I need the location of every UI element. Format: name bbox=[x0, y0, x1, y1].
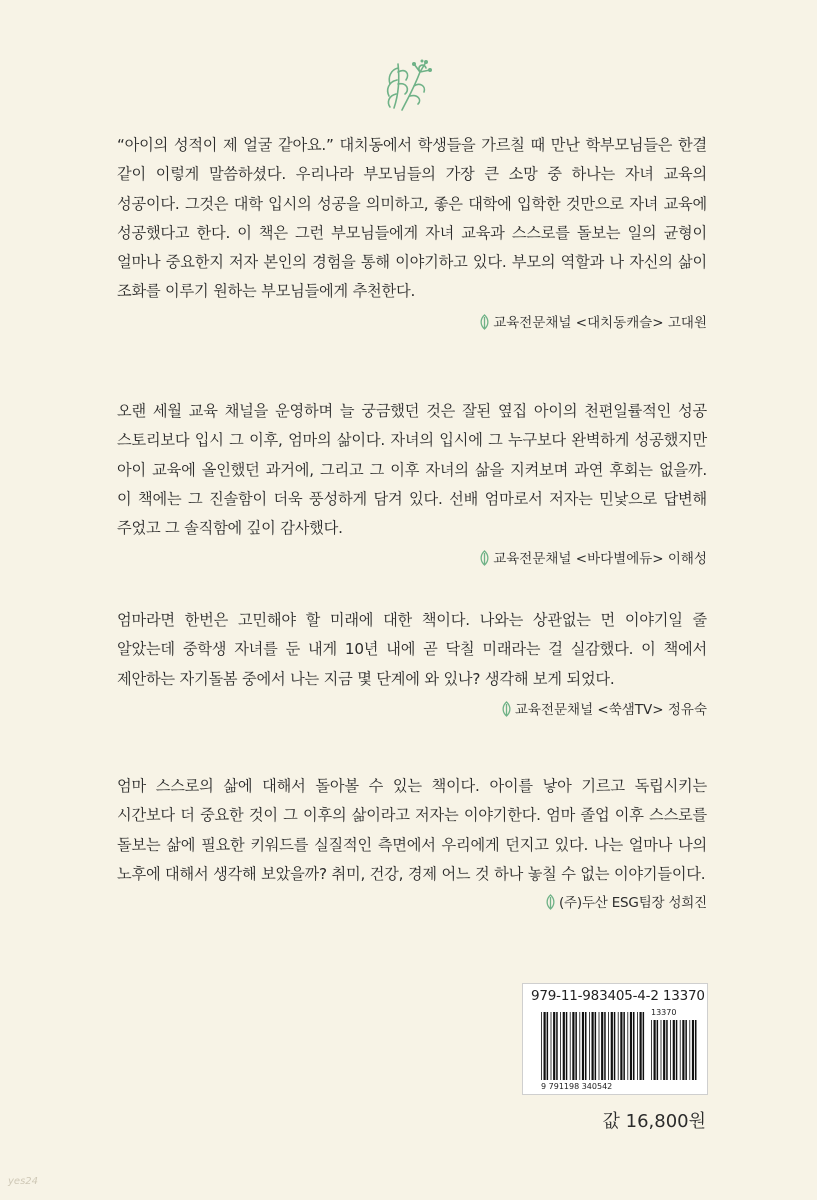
barcode-image bbox=[535, 1010, 700, 1092]
review-signature: 교육전문채널 <쑥샘TV> 정유숙 bbox=[117, 699, 707, 721]
barcode-digits: 9 791198 340542 bbox=[541, 1082, 613, 1091]
isbn-barcode-box bbox=[522, 983, 708, 1095]
review-signature: (주)두산 ESG팀장 성희진 bbox=[545, 889, 707, 918]
review-signature: 교육전문채널 <대치동캐슬> 고대원 bbox=[117, 312, 707, 334]
leaf-icon bbox=[501, 701, 512, 717]
review-text: 엄마 스스로의 삶에 대해서 돌아볼 수 있는 책이다. 아이를 낳아 기르고 독립시키는 시간보다 더 중요한 것이 그 이후의 삶이라고 저자는 이야기한다. 엄마 졸업 이후 스스로를 돌보는 삶에 필요한 키워드를 실질적인 측면에서 우리에게 던지고 있다. 나는 얼마나 나의 노후에 대해서 생각해 보았을까? 취미, 건강, 경제 어느 것 하나 놓칠 수 없는 이야기들이다. (주)두산 ESG팀장 성희진 bbox=[117, 772, 707, 889]
watermark: yes24 bbox=[8, 1176, 39, 1187]
leaf-icon bbox=[479, 314, 490, 330]
review-text: 엄마라면 한번은 고민해야 할 미래에 대한 책이다. 나와는 상관없는 먼 이야기일 줄 알았는데 중학생 자녀를 둔 내게 10년 내에 곧 닥칠 미래라는 걸 실감했다. 이 책에서 제안하는 자기돌봄 중에서 나는 지금 몇 단계에 와 있나? 생각해 보게 되었다. bbox=[117, 611, 707, 688]
price: 값 16,800원 bbox=[602, 1111, 706, 1132]
herb-sprig-icon bbox=[380, 58, 436, 112]
review-text: “아이의 성적이 제 얼굴 같아요.” 대치동에서 학생들을 가르칠 때 만난 학부모님들은 한결 같이 이렇게 말씀하셨다. 우리나라 부모님들의 가장 큰 소망 중 하나는 자녀 교육의 성공이다. 그것은 대학 입시의 성공을 의미하고, 좋은 대학에 입학한 것만으로 자녀 교육에 성공했다고 한다. 이 책은 그런 부모님들에게 자녀 교육과 스스로를 돌보는 일의 균형이 얼마나 중요한지 저자 본인의 경험을 통해 이야기하고 있다. 부모의 역할과 나 자신의 삶이 조화를 이루기 원하는 부모님들에게 추천한다. bbox=[117, 136, 707, 301]
leaf-icon bbox=[545, 894, 556, 910]
barcode-addon: 13370 bbox=[651, 1008, 677, 1017]
review-signature: 교육전문채널 <바다별에듀> 이해성 bbox=[117, 548, 707, 570]
review-2 bbox=[117, 397, 707, 570]
review-3 bbox=[117, 606, 707, 721]
review-4 bbox=[117, 772, 707, 918]
isbn-number: 979-11-983405-4-2 13370 bbox=[531, 988, 705, 1004]
leaf-icon bbox=[479, 550, 490, 566]
review-1 bbox=[117, 131, 707, 334]
review-text: 오랜 세월 교육 채널을 운영하며 늘 궁금했던 것은 잘된 옆집 아이의 천편일률적인 성공 스토리보다 입시 그 이후, 엄마의 삶이다. 자녀의 입시에 그 누구보다 완벽하게 성공했지만 아이 교육에 올인했던 과거에, 그리고 그 이후 자녀의 삶을 지켜보며 과연 후회는 없을까. 이 책에는 그 진솔함이 더욱 풍성하게 담겨 있다. 선배 엄마로서 저자는 민낯으로 답변해 주었고 그 솔직함에 깊이 감사했다. bbox=[117, 402, 707, 538]
